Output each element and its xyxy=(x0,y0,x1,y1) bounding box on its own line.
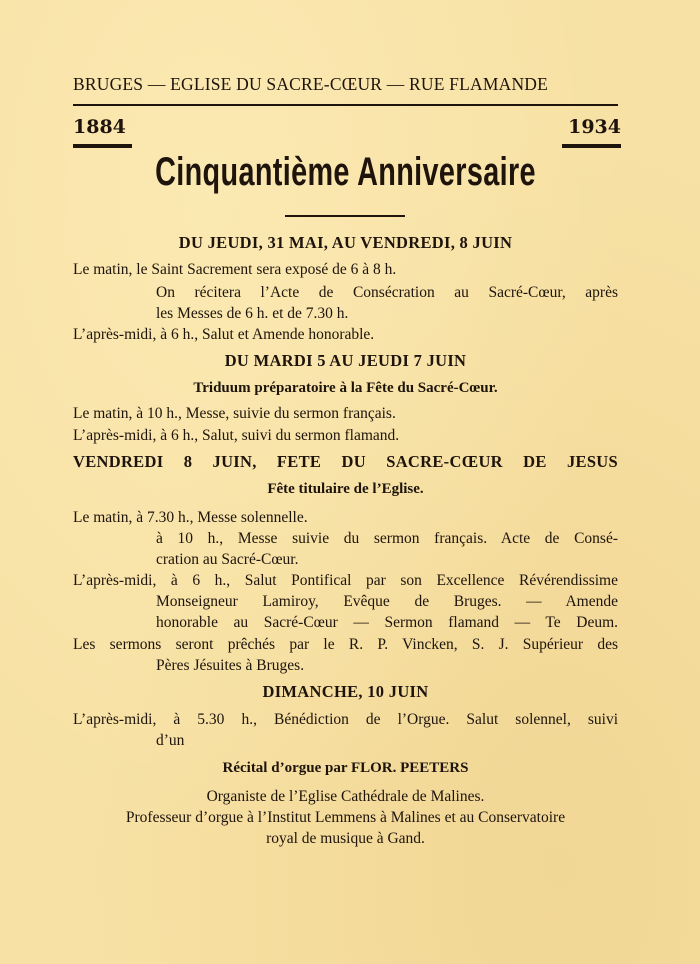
schedule-line: à 10 h., Messe suivie du sermon français. Acte de Consé- xyxy=(156,530,618,547)
church-header: BRUGES — EGLISE DU SACRE-CŒUR — RUE FLAMANDE xyxy=(73,74,549,94)
schedule-line: Monseigneur Lamiroy, Evêque de Bruges. — Amende xyxy=(156,593,618,610)
recital-detail: Professeur d’orgue à l’Institut Lemmens à Malines et au Conservatoire xyxy=(125,809,566,826)
year-end: 1934 xyxy=(568,116,621,138)
schedule-line: L’après-midi, à 5.30 h., Bénédiction de l’Orgue. Salut solennel, suivi xyxy=(73,711,618,728)
schedule-line: Pères Jésuites à Bruges. xyxy=(156,657,305,674)
title-rule xyxy=(285,215,405,217)
schedule-line: les Messes de 6 h. et de 7.30 h. xyxy=(156,305,349,322)
recital-heading: Récital d’orgue par FLOR. PEETERS xyxy=(222,760,469,776)
section-heading: DU MARDI 5 AU JEUDI 7 JUIN xyxy=(224,351,467,370)
schedule-line: On récitera l’Acte de Consécration au Sacré-Cœur, après xyxy=(156,284,618,301)
schedule-line: cration au Sacré-Cœur. xyxy=(156,551,299,568)
section-heading: DU JEUDI, 31 MAI, AU VENDREDI, 8 JUIN xyxy=(178,233,513,252)
schedule-line: L’après-midi, à 6 h., Salut, suivi du sermon flamand. xyxy=(73,427,400,444)
schedule-line: honorable au Sacré-Cœur — Sermon flamand — Te Deum. xyxy=(156,614,618,631)
section-heading: VENDREDI 8 JUIN, FETE DU SACRE-CŒUR DE JESUS xyxy=(73,452,618,471)
section-heading: DIMANCHE, 10 JUIN xyxy=(262,682,429,701)
schedule-line: Le matin, le Saint Sacrement sera exposé de 6 à 8 h. xyxy=(73,261,397,278)
schedule-line: Les sermons seront prêchés par le R. P. Vincken, S. J. Supérieur des xyxy=(73,636,618,653)
schedule-line: Le matin, à 10 h., Messe, suivie du sermon français. xyxy=(73,405,396,422)
schedule-line: d’un xyxy=(156,732,185,749)
section-subheading: Fête titulaire de l’Eglise. xyxy=(267,481,424,497)
header-rule xyxy=(73,104,618,106)
year-start: 1884 xyxy=(73,116,126,138)
year-start-underline xyxy=(73,144,132,148)
schedule-line: L’après-midi, à 6 h., Salut Pontifical par son Excellence Révérendissime xyxy=(73,572,618,589)
schedule-line: Le matin, à 7.30 h., Messe solennelle. xyxy=(73,509,308,526)
recital-detail: royal de musique à Gand. xyxy=(266,830,425,847)
section-subheading: Triduum préparatoire à la Fête du Sacré-Cœur. xyxy=(193,380,498,396)
schedule-line: L’après-midi, à 6 h., Salut et Amende honorable. xyxy=(73,326,375,343)
recital-detail: Organiste de l’Eglise Cathédrale de Malines. xyxy=(206,788,485,805)
year-end-underline xyxy=(562,144,621,148)
page-title: Cinquantième Anniversaire xyxy=(155,150,536,194)
